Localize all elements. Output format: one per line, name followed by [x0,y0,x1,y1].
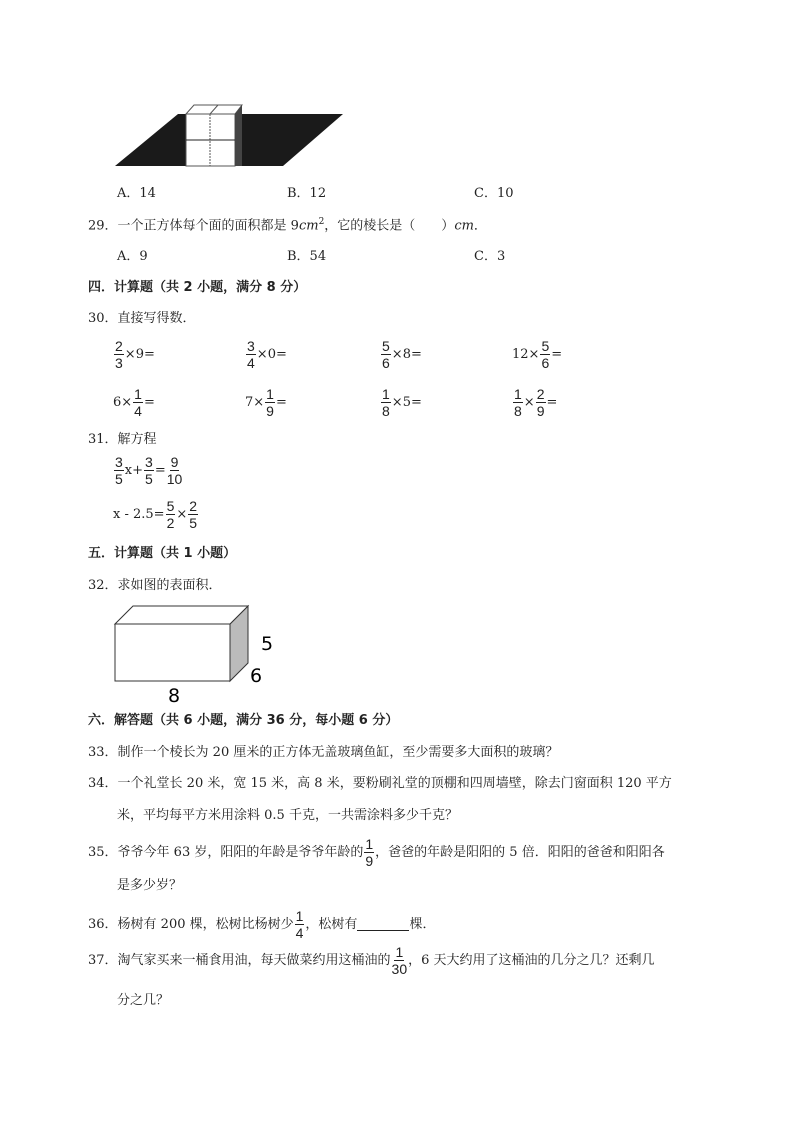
q33-question: 33．制作一个棱长为 20 厘米的正方体无盖玻璃鱼缸，至少需要多大面积的玻璃？ [88,745,559,760]
cube-stack-figure [113,100,345,172]
expr-text: = [546,395,558,410]
numerator: 5 [541,338,550,354]
q31-prompt: 31．解方程 [88,432,157,447]
expr-text: = [154,463,166,478]
q29-option-c[interactable]: C．3 [474,249,506,264]
expr-text: = [143,395,155,410]
fraction [114,338,124,371]
expr-text: × [523,395,535,410]
q30-prompt: 30．直接写得数． [88,311,196,326]
fraction [513,386,523,419]
math-expression [113,454,183,487]
numerator: 3 [247,338,255,354]
denominator: 5 [189,515,198,531]
q30-item [113,338,155,371]
q31-equation [113,498,199,531]
q30-item [245,386,287,419]
q29-question [88,218,487,232]
numerator: 5 [382,338,390,354]
math-expression [380,386,422,419]
q30-item [512,338,562,371]
numerator: 1 [395,944,404,960]
q29-text: 29．一个正方体每个面的面积都是 9 [88,218,299,234]
math-expression [113,386,155,419]
denominator: 6 [382,355,390,371]
fraction [167,454,183,487]
fraction [364,836,374,869]
cuboid-figure [113,602,283,706]
math-expression [245,338,287,371]
fraction [265,386,275,419]
expr-text: x+ [124,463,144,478]
numerator: 1 [382,386,390,402]
denominator: 8 [514,403,522,419]
denominator: 8 [382,403,390,419]
denominator: 4 [134,403,142,419]
denominator: 30 [391,961,408,977]
numerator: 5 [166,498,175,514]
numerator: 1 [365,836,374,852]
fraction [540,338,550,371]
denominator: 4 [295,925,304,941]
q32-prompt: 32．求如图的表面积． [88,578,222,593]
q29-text-b: ，它的棱长是（ ） [324,218,455,234]
expr-text: 7× [245,395,265,410]
numerator: 1 [266,386,274,402]
q34-question-line1: 34．一个礼堂长 20 米，宽 15 米，高 8 米，要粉刷礼堂的顶棚和四周墙壁，除去门窗面积 120 平方 [88,776,672,791]
unit: cm [454,218,474,234]
denominator: 6 [541,355,550,371]
expr-text: x - 2.5= [113,507,165,522]
section-5-heading: 五．计算题（共 1 小题） [88,546,237,561]
expr-text: 12× [512,347,540,362]
q30-item [245,338,287,371]
text: 35．爷爷今年 63 岁，阳阳的年龄是爷爷年龄的 [88,845,364,860]
expr-text: = [275,395,287,410]
math-expression [245,386,287,419]
fraction [166,498,176,531]
numerator: 1 [514,386,522,402]
fraction [381,386,391,419]
expr-text: 6× [113,395,133,410]
fraction [246,338,256,371]
q31-equation [113,454,183,487]
dim-depth: 6 [250,665,263,687]
math-expression [512,386,557,419]
fraction [133,386,143,419]
unit: cm [298,218,319,234]
q34-question-line2: 米，平均每平方米用涂料 0.5 千克，一共需涂料多少千克？ [117,808,458,823]
text: 棵． [409,917,436,932]
numerator: 2 [115,338,123,354]
q37-question-line1 [88,944,655,977]
q30-item [512,386,557,419]
denominator: 9 [365,853,374,869]
fraction [381,338,391,371]
q28-option-a[interactable]: A．14 [117,186,156,201]
q36-question [88,908,435,941]
text: ，松树有 [305,917,358,932]
numerator: 3 [145,454,153,470]
expr-text: ×0= [256,347,287,362]
math-expression [113,338,155,371]
q30-item [113,386,155,419]
text: 36．杨树有 200 棵，松树比杨树少 [88,917,294,932]
fraction [295,908,305,941]
fraction [188,498,198,531]
math-expression [380,338,422,371]
expr-text: × [176,507,188,522]
q28-option-b[interactable]: B．12 [287,186,327,201]
q30-item [380,338,422,371]
fraction [144,454,154,487]
denominator: 3 [115,355,123,371]
q37-question-line2: 分之几？ [117,993,170,1008]
fraction [114,454,124,487]
denominator: 5 [115,471,123,487]
text: 37．淘气家买来一桶食用油，每天做菜约用这桶油的 [88,953,391,968]
numerator: 2 [189,498,198,514]
denominator: 2 [166,515,175,531]
dim-length: 8 [168,685,181,706]
fraction [536,386,546,419]
q29-option-a[interactable]: A．9 [117,249,148,264]
expr-text: ×9= [124,347,155,362]
text: ，爸爸的年龄是阳阳的 5 倍．阳阳的爸爸和阳阳各 [375,845,665,860]
section-4-heading: 四．计算题（共 2 小题，满分 8 分） [88,280,307,295]
q29-option-b[interactable]: B．54 [287,249,327,264]
answer-blank[interactable] [357,918,409,931]
q28-option-c[interactable]: C．10 [474,186,514,201]
q35-question-line1 [88,836,665,869]
numerator: 9 [170,454,179,470]
section-6-heading: 六．解答题（共 6 小题，满分 36 分，每小题 6 分） [88,713,399,728]
numerator: 2 [536,386,545,402]
numerator: 1 [295,908,304,924]
numerator: 3 [115,454,123,470]
denominator: 10 [166,471,183,487]
text: ，6 天大约用了这桶油的几分之几？还剩几 [408,953,655,968]
math-expression [512,338,562,371]
math-expression [113,498,199,531]
denominator: 9 [266,403,274,419]
superscript: 2 [318,217,325,227]
numerator: 1 [134,386,142,402]
dim-height: 5 [261,633,274,655]
denominator: 9 [536,403,545,419]
expr-text: ×8= [391,347,422,362]
denominator: 5 [145,471,153,487]
fraction [392,944,408,977]
q30-item [380,386,422,419]
expr-text: = [551,347,563,362]
punct: ． [473,218,487,234]
denominator: 4 [247,355,255,371]
expr-text: ×5= [391,395,422,410]
q35-question-line2: 是多少岁？ [117,878,183,893]
